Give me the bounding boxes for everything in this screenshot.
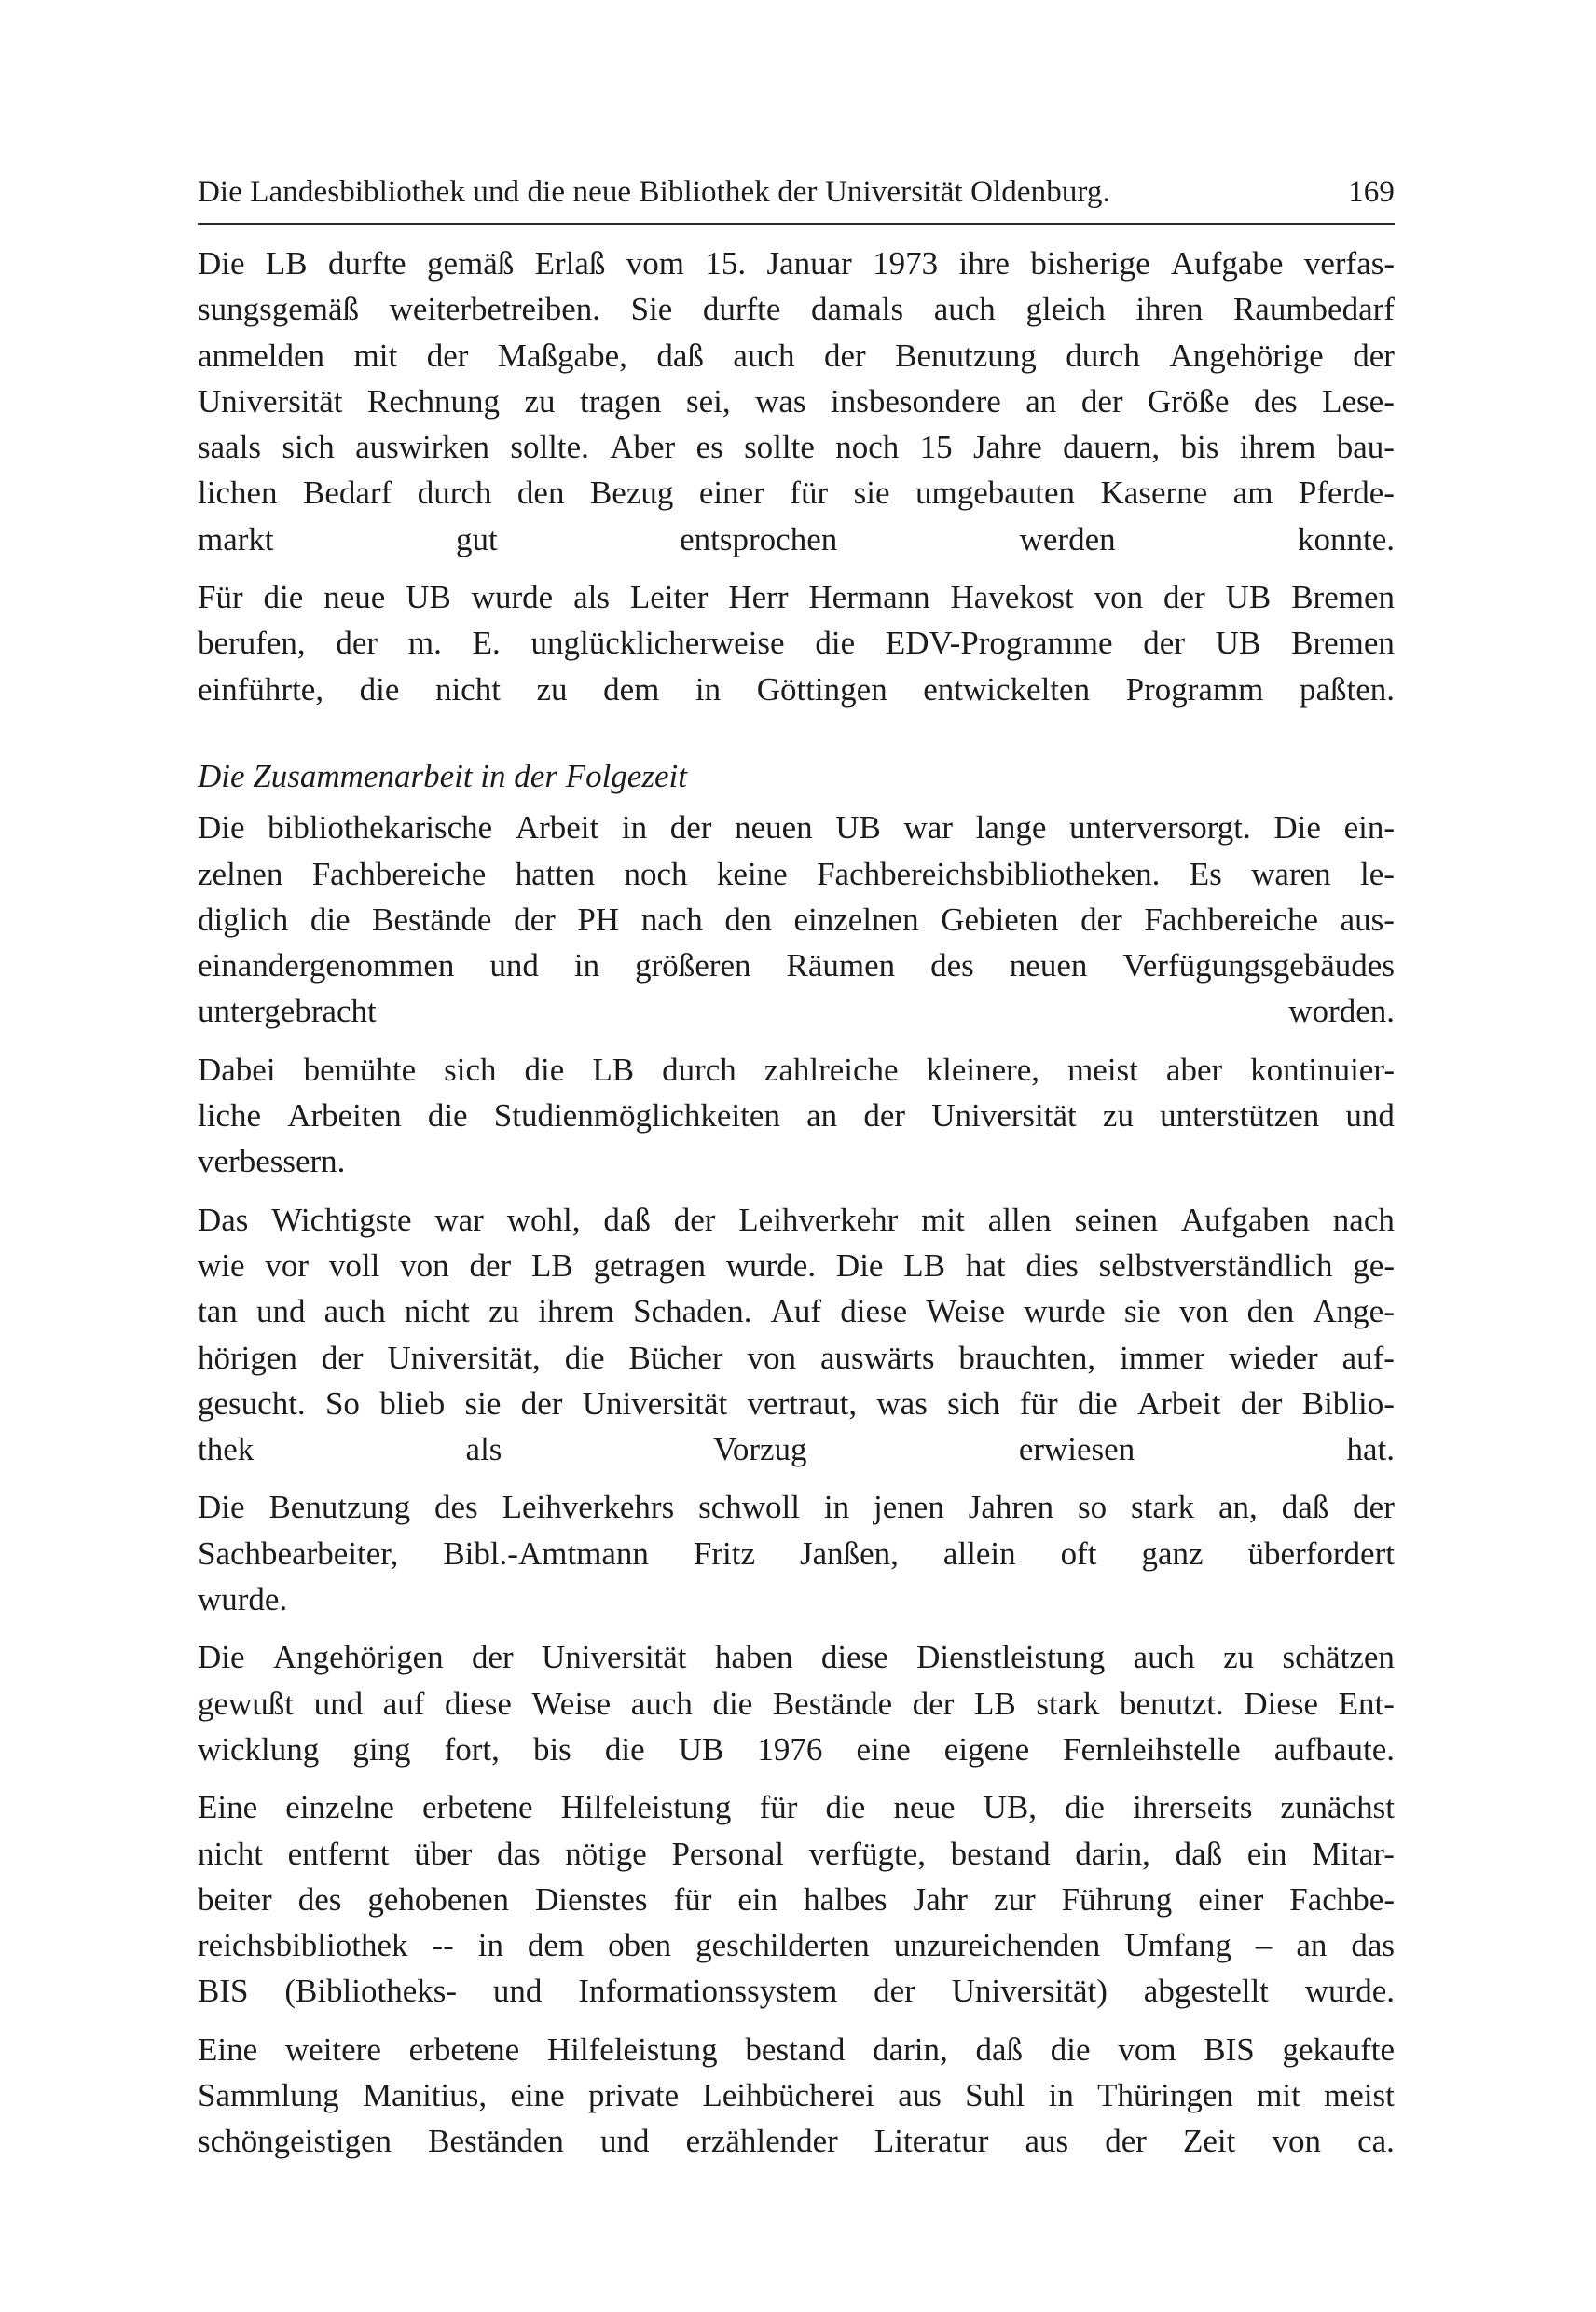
paragraph — [198, 241, 1395, 562]
paragraph — [198, 1047, 1395, 1185]
text-line: Für die neue UB wurde als Leiter Herr Hermann Havekost von der UB Bremen — [198, 579, 1395, 616]
text-line-last: thek als Vorzug erwiesen hat. — [198, 1431, 1395, 1468]
paragraph — [198, 1784, 1395, 2014]
text-line: beiter des gehobenen Dienstes für ein halbes Jahr zur Führung einer Fachbe- — [198, 1880, 1395, 1918]
page-number: 169 — [1348, 175, 1395, 209]
running-head-title: Die Landesbibliothek und die neue Bibliothek der Universität Oldenburg. — [198, 175, 1110, 209]
body-text — [198, 241, 1395, 2177]
text-line: lichen Bedarf durch den Bezug einer für sie umgebauten Kaserne am Pferde- — [198, 475, 1395, 512]
text-line: Die LB durfte gemäß Erlaß vom 15. Januar 1973 ihre bisherige Aufgabe verfas- — [198, 245, 1395, 282]
text-line: Eine weitere erbetene Hilfeleistung bestand darin, daß die vom BIS gekaufte — [198, 2030, 1395, 2068]
paragraph — [198, 805, 1395, 1034]
text-line: Sachbearbeiter, Bibl.-Amtmann Fritz Janßen, allein oft ganz überfordert — [198, 1534, 1395, 1572]
text-line: tan und auch nicht zu ihrem Schaden. Auf diese Weise wurde sie von den Ange- — [198, 1293, 1395, 1330]
text-line-last: verbessern. — [198, 1143, 346, 1180]
text-line-last: BIS (Bibliotheks- und Informationssystem der Universität) abgestellt wurde. — [198, 1973, 1395, 2010]
text-line: nicht entfernt über das nötige Personal verfügte, bestand darin, daß ein Mitar- — [198, 1835, 1395, 1872]
text-line: hörigen der Universität, die Bücher von auswärts brauchten, immer wieder auf- — [198, 1339, 1395, 1376]
text-line: Eine einzelne erbetene Hilfeleistung für die neue UB, die ihrerseits zunächst — [198, 1789, 1395, 1826]
text-line: saals sich auswirken sollte. Aber es sollte noch 15 Jahre dauern, bis ihrem bau- — [198, 429, 1395, 466]
paragraph-group-2 — [198, 805, 1395, 2164]
paragraph — [198, 1197, 1395, 1473]
text-line: diglich die Bestände der PH nach den einzelnen Gebieten der Fachbereiche aus- — [198, 901, 1395, 938]
running-head — [198, 173, 1395, 211]
paragraph — [198, 2027, 1395, 2165]
text-line: zelnen Fachbereiche hatten noch keine Fachbereichsbibliotheken. Es waren le- — [198, 855, 1395, 892]
text-line-last: untergebracht worden. — [198, 993, 1395, 1030]
text-line: Sammlung Manitius, eine private Leihbücherei aus Suhl in Thüringen mit meist — [198, 2076, 1395, 2113]
text-line: Das Wichtigste war wohl, daß der Leihverkehr mit allen seinen Aufgaben nach — [198, 1201, 1395, 1238]
text-line: reichsbibliothek -- in dem oben geschilderten unzureichenden Umfang – an das — [198, 1927, 1395, 1964]
paragraph — [198, 574, 1395, 712]
paragraph-group-1 — [198, 241, 1395, 712]
text-line: Die Angehörigen der Universität haben diese Dienstleistung auch zu schätzen — [198, 1639, 1395, 1676]
paragraph — [198, 1484, 1395, 1622]
paragraph — [198, 1634, 1395, 1772]
text-line-last: wurde. — [198, 1581, 288, 1618]
text-line-last: wicklung ging fort, bis die UB 1976 eine eigene Fernleihstelle aufbaute. — [198, 1730, 1395, 1768]
text-line: wie vor voll von der LB getragen wurde. Die LB hat dies selbstverständlich ge- — [198, 1246, 1395, 1284]
text-line: sungsgemäß weiterbetreiben. Sie durfte damals auch gleich ihren Raumbedarf — [198, 291, 1395, 328]
text-line: Die bibliothekarische Arbeit in der neuen UB war lange unterversorgt. Die ein- — [198, 809, 1395, 846]
text-line: gewußt und auf diese Weise auch die Bestände der LB stark benutzt. Diese Ent- — [198, 1685, 1395, 1722]
text-line: anmelden mit der Maßgabe, daß auch der Benutzung durch Angehörige der — [198, 337, 1395, 374]
header-rule — [198, 223, 1395, 225]
section-heading: Die Zusammenarbeit in der Folgezeit — [198, 757, 687, 794]
text-line: schöngeistigen Beständen und erzählender Literatur aus der Zeit von ca. — [198, 2123, 1395, 2160]
text-line: gesucht. So blieb sie der Universität vertraut, was sich für die Arbeit der Biblio- — [198, 1384, 1395, 1422]
text-line: liche Arbeiten die Studienmöglichkeiten an der Universität zu unterstützen und — [198, 1097, 1395, 1135]
text-line: Dabei bemühte sich die LB durch zahlreiche kleinere, meist aber kontinuier- — [198, 1051, 1395, 1088]
text-line: berufen, der m. E. unglücklicherweise die EDV-Programme der UB Bremen — [198, 625, 1395, 662]
text-line: Die Benutzung des Leihverkehrs schwoll in jenen Jahren so stark an, daß der — [198, 1489, 1395, 1526]
text-line-last: markt gut entsprochen werden konnte. — [198, 520, 1395, 557]
text-line: Universität Rechnung zu tragen sei, was insbesondere an der Größe des Lese- — [198, 382, 1395, 420]
text-line: einandergenommen und in größeren Räumen des neuen Verfügungsgebäudes — [198, 947, 1395, 984]
text-line-last: einführte, die nicht zu dem in Göttingen entwickelten Programm paßten. — [198, 670, 1395, 708]
